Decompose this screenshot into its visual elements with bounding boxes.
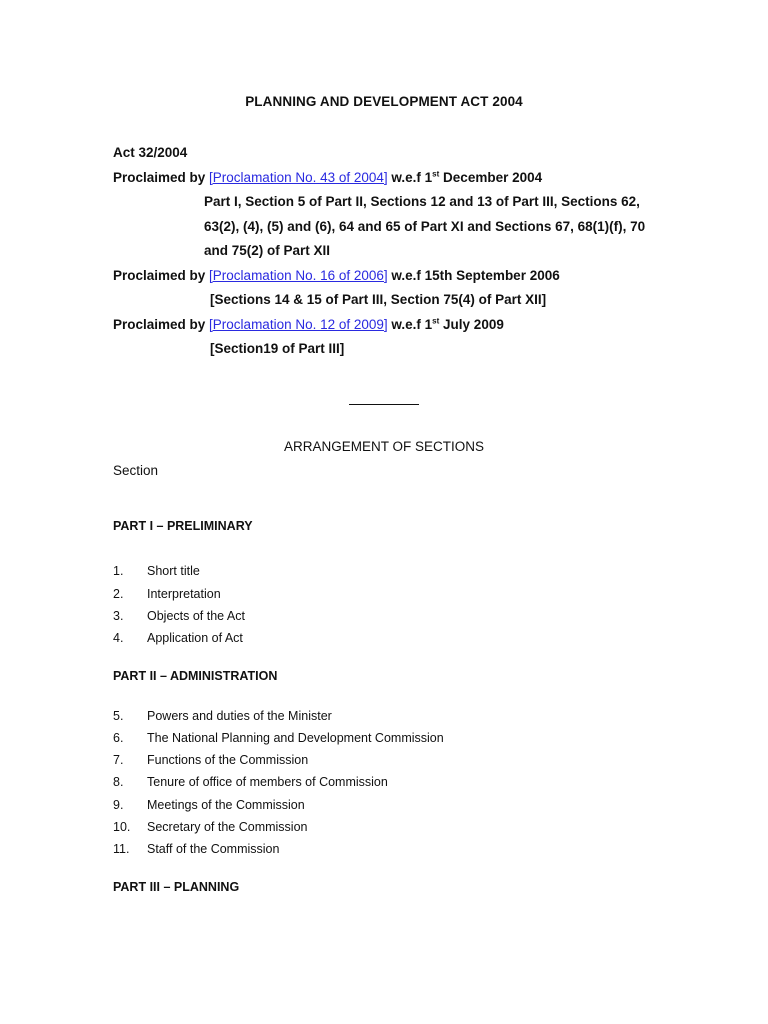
toc-number: 2. <box>113 587 124 601</box>
toc-item[interactable] <box>113 631 243 645</box>
proclamation-link[interactable]: [Proclamation No. 43 of 2004] <box>209 170 388 185</box>
proclamation-prefix: Proclaimed by <box>113 170 210 185</box>
proclamation-detail: 63(2), (4), (5) and (6), 64 and 65 of Part XI and Sections 67, 68(1)(f), 70 <box>204 219 646 234</box>
toc-item[interactable] <box>113 587 221 601</box>
toc-number: 10. <box>113 820 131 834</box>
toc-number: 11. <box>113 842 130 856</box>
toc-number: 4. <box>113 631 124 645</box>
toc-title: Interpretation <box>147 587 221 601</box>
toc-item[interactable] <box>113 609 245 623</box>
toc-number: 3. <box>113 609 124 623</box>
horizontal-divider <box>349 404 419 405</box>
toc-title: Staff of the Commission <box>147 842 280 856</box>
act-number: Act 32/2004 <box>113 145 188 160</box>
proclamation-wef: w.e.f 15th September 2006 <box>387 268 560 283</box>
proclamation-wef-date: December 2004 <box>439 170 543 185</box>
toc-number: 6. <box>113 731 124 745</box>
proclamation-wef-sup: st <box>432 316 440 326</box>
section-label: Section <box>113 463 159 478</box>
toc-title: Objects of the Act <box>147 609 245 623</box>
proclamation-line <box>113 170 542 185</box>
toc-item[interactable] <box>113 775 388 789</box>
toc-number: 5. <box>113 709 124 723</box>
proclamation-prefix: Proclaimed by <box>113 317 210 332</box>
proclamation-link[interactable]: [Proclamation No. 12 of 2009] <box>209 317 388 332</box>
document-title: PLANNING AND DEVELOPMENT ACT 2004 <box>245 94 523 109</box>
part-heading: PART II – ADMINISTRATION <box>113 669 278 683</box>
proclamation-detail: [Sections 14 & 15 of Part III, Section 75(4) of Part XII] <box>210 292 547 307</box>
toc-number: 1. <box>113 564 124 578</box>
toc-item[interactable] <box>113 820 307 834</box>
proclamation-wef: w.e.f 1 <box>387 317 433 332</box>
proclamation-detail: and 75(2) of Part XII <box>204 243 331 258</box>
toc-number: 9. <box>113 798 124 812</box>
toc-title: Tenure of office of members of Commission <box>147 775 388 789</box>
proclamation-wef-sup: st <box>432 169 440 179</box>
toc-number: 7. <box>113 753 124 767</box>
proclamation-line <box>113 268 560 283</box>
proclamation-prefix: Proclaimed by <box>113 268 210 283</box>
toc-item[interactable] <box>113 731 444 745</box>
toc-item[interactable] <box>113 753 308 767</box>
toc-title: Meetings of the Commission <box>147 798 305 812</box>
toc-title: Powers and duties of the Minister <box>147 709 332 723</box>
toc-title: Secretary of the Commission <box>147 820 308 834</box>
part-heading: PART I – PRELIMINARY <box>113 519 253 533</box>
proclamation-link[interactable]: [Proclamation No. 16 of 2006] <box>209 268 388 283</box>
toc-title: The National Planning and Development Commission <box>147 731 444 745</box>
toc-item[interactable] <box>113 564 200 578</box>
toc-item[interactable] <box>113 709 332 723</box>
proclamation-wef: w.e.f 1 <box>387 170 433 185</box>
toc-number: 8. <box>113 775 124 789</box>
proclamation-line <box>113 317 504 332</box>
proclamation-detail: Part I, Section 5 of Part II, Sections 12 and 13 of Part III, Sections 62, <box>204 194 640 209</box>
toc-title: Application of Act <box>147 631 243 645</box>
toc-item[interactable] <box>113 842 279 856</box>
proclamation-detail: [Section19 of Part III] <box>210 341 345 356</box>
arrangement-heading: ARRANGEMENT OF SECTIONS <box>283 439 485 454</box>
proclamation-wef-date: July 2009 <box>439 317 504 332</box>
toc-title: Short title <box>147 564 200 578</box>
toc-title: Functions of the Commission <box>147 753 309 767</box>
toc-item[interactable] <box>113 798 305 812</box>
part-heading: PART III – PLANNING <box>113 880 240 894</box>
